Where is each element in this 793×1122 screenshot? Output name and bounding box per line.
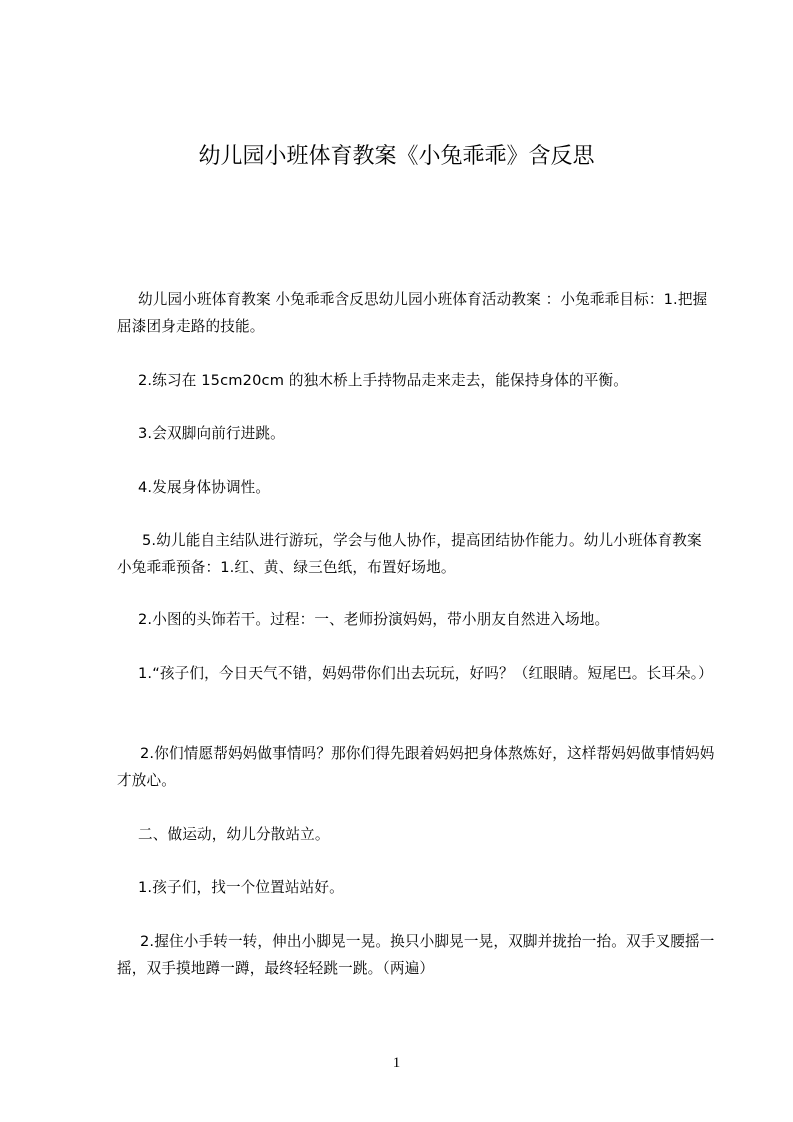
paragraph: 1.孩子们，找一个位置站站好。 [138, 879, 344, 896]
paragraph: 2.你们情愿帮妈妈做事情吗？那你们得先跟着妈妈把身体熬炼好，这样帮妈妈做事情妈妈才放心。 [117, 745, 715, 789]
paragraph: 2.握住小手转一转，伸出小脚晃一晃。换只小脚晃一晃，双脚并拢抬一抬。双手叉腰摇一摇，双手摸地蹲一蹲，最终轻轻跳一跳。（两遍） [117, 933, 715, 977]
paragraph: 2.练习在 15cm20cm 的独木桥上手持物品走来走去，能保持身体的平衡。 [138, 372, 628, 389]
paragraph: 5.幼儿能自主结队进行游玩，学会与他人协作，提高团结协作能力。幼儿小班体育教案 小兔乖乖预备：1.红、黄、绿三色纸，布置好场地。 [117, 532, 702, 576]
paragraph: 1.“孩子们，今日天气不错，妈妈带你们出去玩玩，好吗？（红眼睛。短尾巴。长耳朵。） [138, 665, 713, 682]
document-title: 幼儿园小班体育教案《小兔乖乖》含反思 [198, 144, 595, 169]
paragraph: 4.发展身体协调性。 [138, 479, 271, 496]
paragraph: 2.小图的头饰若干。过程：一、老师扮演妈妈，带小朋友自然进入场地。 [138, 611, 610, 628]
paragraph: 3.会双脚向前行进跳。 [138, 425, 285, 442]
paragraph: 二、做运动，幼儿分散站立。 [138, 826, 330, 843]
page-number: 1 [392, 1055, 401, 1071]
paragraph: 幼儿园小班体育教案 小兔乖乖含反思幼儿园小班体育活动教案 ：小兔乖乖目标：1.把握屈漆团身走路的技能。 [117, 291, 708, 335]
